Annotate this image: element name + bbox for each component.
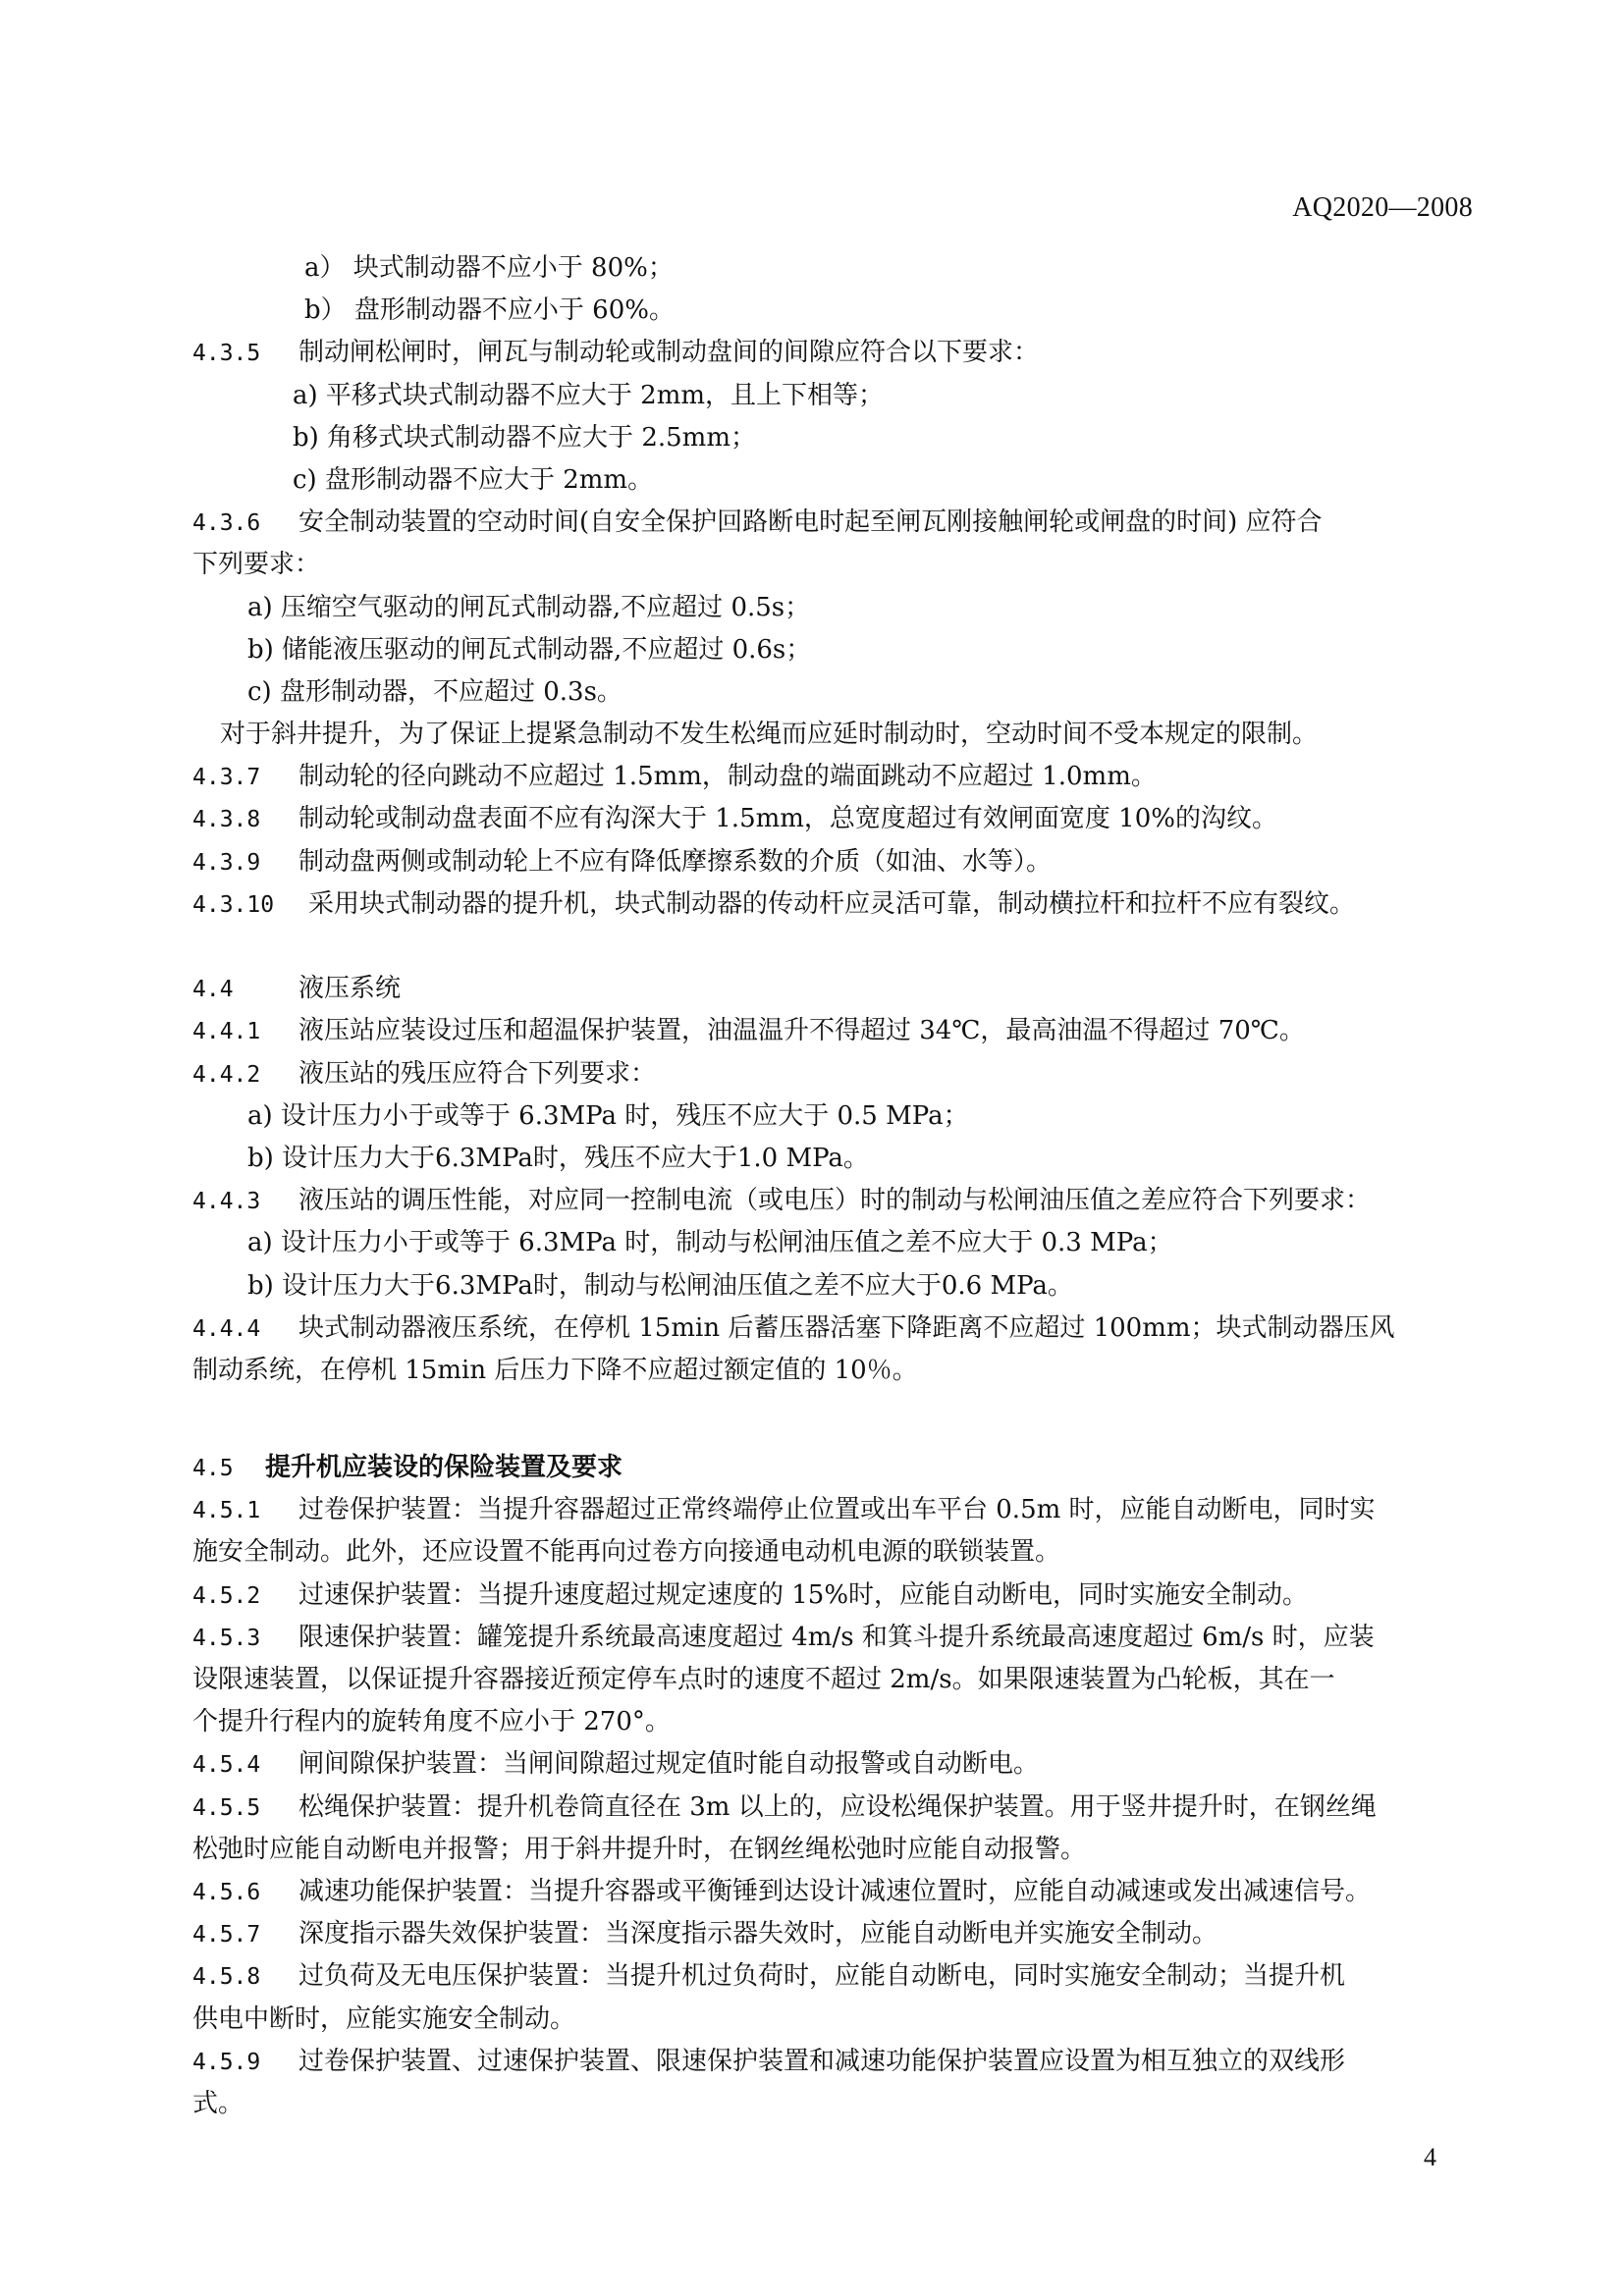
list-item: a) 设计压力小于或等于 6.3MPa 时，残压不应大于 0.5 MPa； [247, 1100, 969, 1131]
clause-text: 块式制动器液压系统，在停机 15min 后蓄压器活塞下降距离不应超过 100mm；块式制动器压风 [298, 1312, 1395, 1343]
standard-code-header: AQ2020—2008 [1292, 192, 1473, 223]
list-item: a) 压缩空气驱动的闸瓦式制动器,不应超过 0.5s； [247, 592, 811, 622]
clause-text-continued: 设限速装置，以保证提升容器接近预定停车点时的速度不超过 2m/s。如果限速装置为凸轮板，其在一 [192, 1665, 1335, 1694]
list-item: b) 设计压力大于6.3MPa时，残压不应大于1.0 MPa。 [247, 1143, 869, 1173]
clause-number: 4.5.6 [192, 1879, 261, 1905]
clause-4-5-5 [192, 1787, 1473, 1829]
clause-4-4-1 [192, 1010, 1473, 1052]
list-item: b) 设计压力大于6.3MPa时，制动与松闸油压值之差不应大于0.6 MPa。 [247, 1270, 1073, 1301]
section-4-4-heading [192, 968, 1473, 1010]
clause-4-3-7 [192, 756, 1473, 798]
list-item: b） 盘形制动器不应小于 60%。 [304, 295, 675, 326]
clause-number: 4.5.2 [192, 1582, 261, 1609]
clause-note: 对于斜井提升，为了保证上提紧急制动不发生松绳而应延时制动时，空动时间不受本规定的限制。 [220, 720, 1319, 750]
clause-text: 闸间隙保护装置：当闸间隙超过规定值时能自动报警或自动断电。 [298, 1749, 1040, 1780]
clause-4-5-7 [192, 1913, 1473, 1955]
clause-number: 4.4.3 [192, 1189, 261, 1215]
clause-text: 制动盘两侧或制动轮上不应有降低摩擦系数的介质（如油、水等）。 [298, 846, 1053, 877]
list-item: a) 设计压力小于或等于 6.3MPa 时，制动与松闸油压值之差不应大于 0.3 MPa； [247, 1228, 1173, 1258]
list-item: b) 角移式块式制动器不应大于 2.5mm； [293, 422, 756, 453]
clause-text: 制动闸松闸时，闸瓦与制动轮或制动盘间的间隙应符合以下要求： [298, 338, 1040, 368]
section-title: 提升机应装设的保险装置及要求 [265, 1453, 623, 1483]
clause-number: 4.4.1 [192, 1019, 261, 1045]
clause-number: 4.5.7 [192, 1922, 261, 1949]
clause-4-3-10 [192, 883, 1473, 926]
clause-number: 4.3.7 [192, 765, 261, 791]
clause-text: 减速功能保护装置：当提升容器或平衡锤到达设计减速位置时，应能自动减速或发出减速信号。 [298, 1876, 1372, 1906]
clause-number: 4.5.8 [192, 1964, 261, 1991]
document-body [192, 247, 1473, 2125]
section-number: 4.4 [192, 977, 234, 1003]
clause-text: 安全制动装置的空动时间(自安全保护回路断电时起至闸瓦刚接触闸轮或闸盘的时间) 应符合 [298, 507, 1323, 538]
clause-number: 4.5.1 [192, 1498, 261, 1524]
clause-4-5-1 [192, 1489, 1473, 1531]
clause-text-continued: 制动系统，在停机 15min 后压力下降不应超过额定值的 10％。 [192, 1355, 918, 1385]
clause-text: 液压站应装设过压和超温保护装置，油温温升不得超过 34℃，最高油温不得超过 70℃。 [298, 1016, 1305, 1046]
clause-number: 4.3.5 [192, 341, 261, 367]
page-number: 4 [1424, 2143, 1436, 2171]
clause-text: 过负荷及无电压保护装置：当提升机过负荷时，应能自动断电，同时实施安全制动；当提升机 [298, 1961, 1346, 1992]
clause-number: 4.3.6 [192, 510, 261, 537]
clause-text-continued: 个提升行程内的旋转角度不应小于 270°。 [192, 1707, 671, 1737]
clause-number: 4.5.3 [192, 1625, 261, 1651]
list-item: b) 储能液压驱动的闸瓦式制动器,不应超过 0.6s； [247, 634, 812, 665]
clause-4-3-6 [192, 502, 1473, 544]
clause-4-5-8 [192, 1955, 1473, 1998]
clause-number: 4.3.8 [192, 807, 261, 833]
clause-text: 限速保护装置：罐笼提升系统最高速度超过 4m/s 和箕斗提升系统最高速度超过 6m/s 时，应装 [298, 1622, 1375, 1652]
clause-4-4-3 [192, 1180, 1473, 1222]
clause-4-3-9 [192, 841, 1473, 883]
section-title: 液压系统 [298, 974, 402, 1004]
clause-text: 液压站的调压性能，对应同一控制电流（或电压）时的制动与松闸油压值之差应符合下列要求： [298, 1186, 1372, 1216]
clause-text-continued: 下列要求： [192, 550, 321, 580]
clause-4-5-6 [192, 1871, 1473, 1913]
clause-text: 过卷保护装置、过速保护装置、限速保护装置和减速功能保护装置应设置为相互独立的双线形 [298, 2046, 1346, 2076]
clause-4-3-8 [192, 798, 1473, 840]
clause-4-5-9 [192, 2041, 1473, 2083]
clause-text: 采用块式制动器的提升机，块式制动器的传动杆应灵活可靠，制动横拉杆和拉杆不应有裂纹。 [308, 888, 1356, 919]
clause-number: 4.3.10 [192, 891, 275, 918]
list-item: a） 块式制动器不应小于 80%； [304, 253, 674, 283]
clause-4-5-3 [192, 1617, 1473, 1659]
list-item: c) 盘形制动器，不应超过 0.3s。 [247, 676, 622, 707]
clause-text: 液压站的残压应符合下列要求： [298, 1058, 657, 1089]
spacer [192, 926, 1473, 968]
clause-text-continued: 供电中断时，应能实施安全制动。 [192, 2003, 576, 2034]
section-number: 4.5 [192, 1456, 234, 1482]
clause-text: 过卷保护装置：当提升容器超过正常终端停止位置或出车平台 0.5m 时，应能自动断电，同时实 [298, 1495, 1376, 1525]
list-item: a) 平移式块式制动器不应大于 2mm，且上下相等； [293, 380, 885, 410]
clause-4-4-4 [192, 1308, 1473, 1350]
clause-number: 4.5.9 [192, 2049, 261, 2075]
clause-text: 制动轮的径向跳动不应超过 1.5mm，制动盘的端面跳动不应超过 1.0mm。 [298, 762, 1157, 792]
clause-4-5-2 [192, 1575, 1473, 1617]
clause-text-continued: 式。 [192, 2088, 244, 2118]
list-item: c) 盘形制动器不应大于 2mm。 [293, 464, 654, 495]
clause-text: 深度指示器失效保护装置：当深度指示器失效时，应能自动断电并实施安全制动。 [298, 1919, 1218, 1949]
spacer [192, 1392, 1473, 1447]
section-4-5-heading [192, 1447, 1473, 1489]
clause-number: 4.4.2 [192, 1061, 261, 1088]
clause-number: 4.4.4 [192, 1315, 261, 1342]
clause-text: 松绳保护装置：提升机卷筒直径在 3m 以上的，应设松绳保护装置。用于竖井提升时，在钢丝绳 [298, 1791, 1377, 1822]
clause-number: 4.5.4 [192, 1752, 261, 1779]
clause-text: 过速保护装置：当提升速度超过规定速度的 15%时，应能自动断电，同时实施安全制动。 [298, 1579, 1309, 1610]
clause-4-4-2 [192, 1053, 1473, 1095]
clause-4-5-4 [192, 1743, 1473, 1786]
clause-number: 4.5.5 [192, 1794, 261, 1821]
clause-text-continued: 施安全制动。此外，还应设置不能再向过卷方向接通电动机电源的联锁装置。 [192, 1537, 1061, 1568]
clause-text: 制动轮或制动盘表面不应有沟深大于 1.5mm，总宽度超过有效闸面宽度 10%的沟纹。 [298, 804, 1277, 834]
clause-number: 4.3.9 [192, 849, 261, 876]
clause-4-3-5 [192, 332, 1473, 374]
clause-text-continued: 松弛时应能自动断电并报警；用于斜井提升时，在钢丝绳松弛时应能自动报警。 [192, 1834, 1087, 1864]
